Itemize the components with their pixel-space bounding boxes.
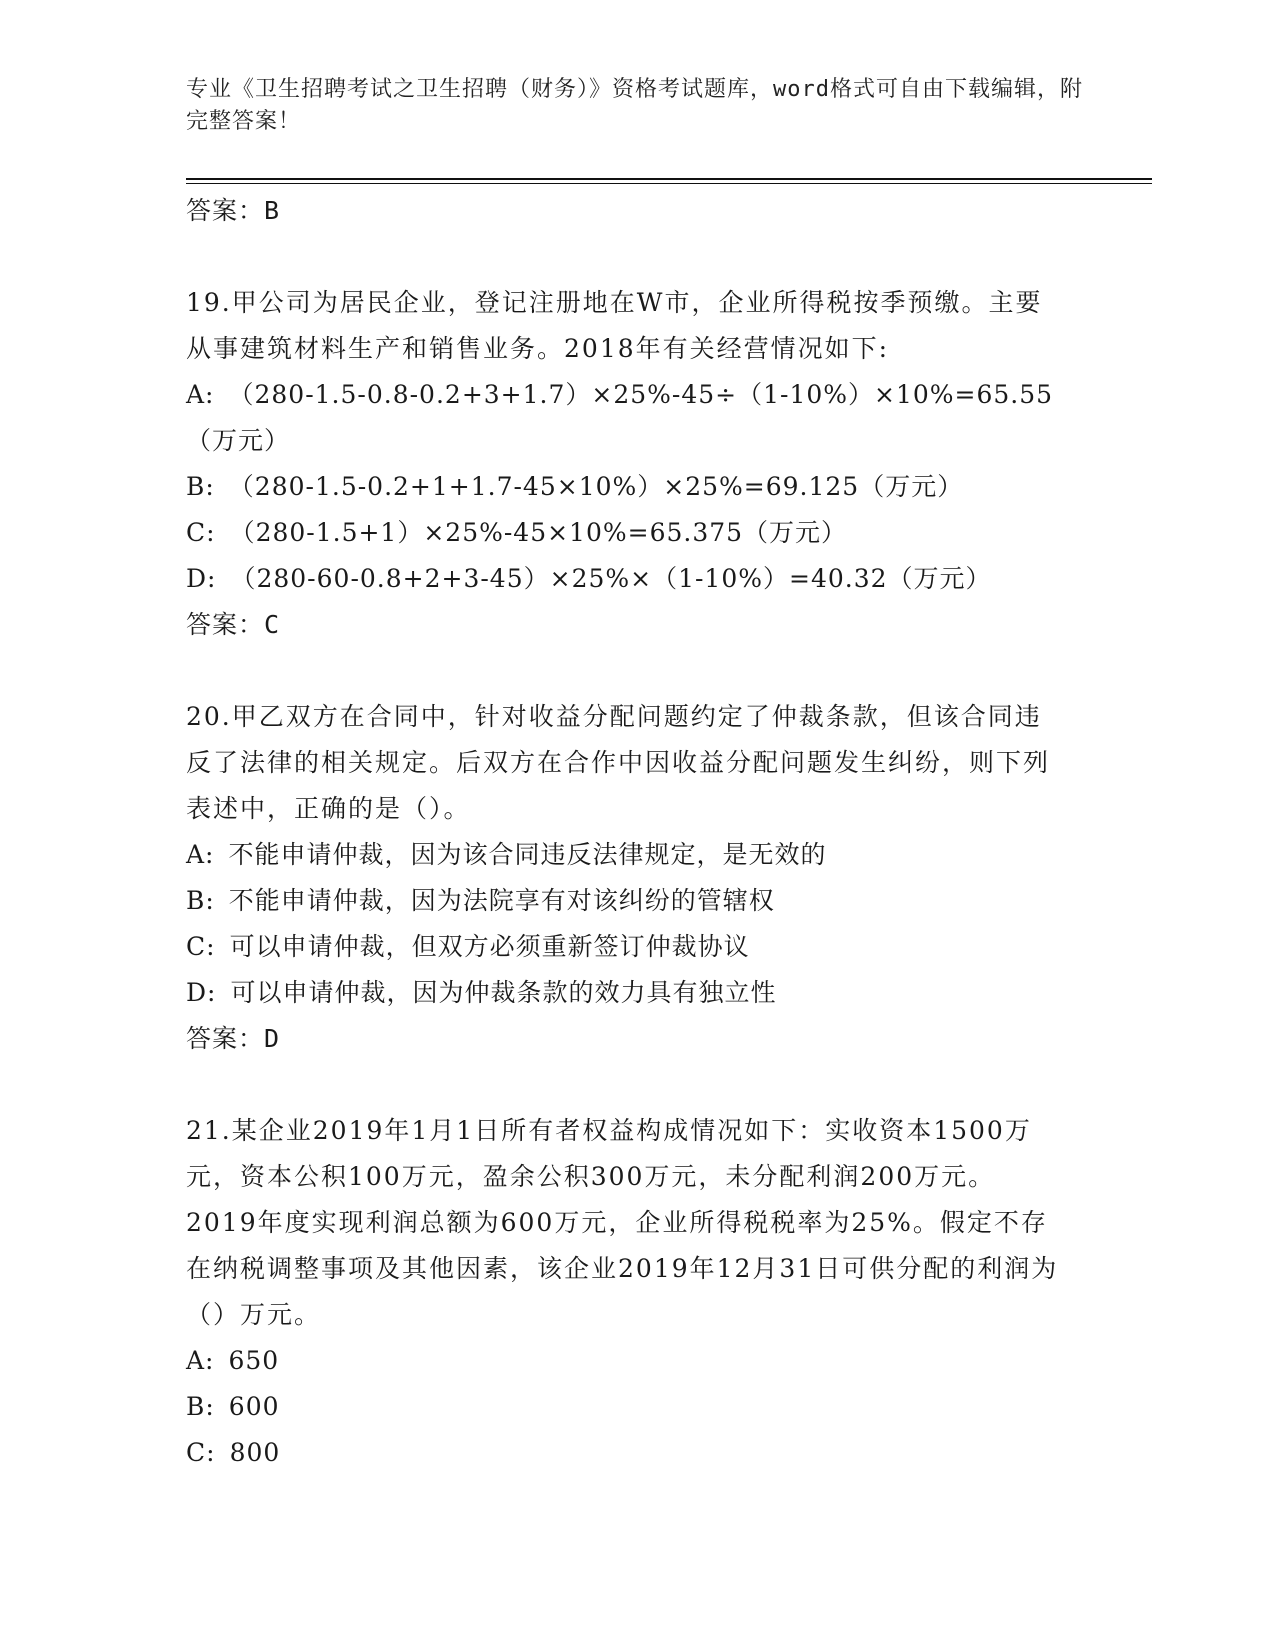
- option-text: （280-1.5+1）×25%-45×10%=65.375（万元）: [229, 518, 848, 547]
- answer-line: [186, 188, 1086, 234]
- question-21: [186, 1108, 1086, 1476]
- option-b: [186, 464, 1086, 510]
- answer-label: 答案：: [186, 1024, 265, 1053]
- option-text: （280-1.5-0.2+1+1.7-45×10%）×25%=69.125（万元）: [228, 472, 964, 501]
- spacer: [186, 234, 1086, 280]
- option-d: [186, 970, 1086, 1016]
- option-key: C:: [186, 1438, 216, 1467]
- question-20: [186, 694, 1086, 1062]
- option-a: [186, 832, 1086, 878]
- option-a: [186, 372, 1066, 464]
- question-text: 19.甲公司为居民企业，登记注册地在W市，企业所得税按季预缴。主要从事建筑材料生产和销售业务。2018年有关经营情况如下:: [186, 288, 1043, 363]
- option-text: 可以申请仲裁，但双方必须重新签订仲裁协议: [229, 932, 750, 961]
- answer-label: 答案：: [186, 610, 265, 639]
- option-c: [186, 1430, 1086, 1476]
- answer-line: [186, 1016, 1086, 1062]
- option-text: 600: [228, 1392, 280, 1421]
- document-header: 专业《卫生招聘考试之卫生招聘（财务）》资格考试题库，word格式可自由下载编辑，附完整答案！: [186, 77, 1083, 134]
- option-key: B:: [186, 886, 215, 915]
- option-text: 650: [228, 1346, 280, 1375]
- answer-value: D: [264, 1024, 281, 1053]
- answer-label: 答案：: [186, 196, 265, 225]
- option-key: B:: [186, 472, 215, 501]
- header-rule-thin: [186, 183, 1152, 184]
- option-d: [186, 556, 1086, 602]
- header-rule: [186, 178, 1152, 180]
- option-key: D:: [186, 564, 217, 593]
- question-text: 20.甲乙双方在合同中，针对收益分配问题约定了仲裁条款，但该合同违反了法律的相关规定。后双方在合作中因收益分配问题发生纠纷，则下列表述中，正确的是（）。: [186, 702, 1051, 823]
- answer-value: B: [264, 196, 281, 225]
- option-key: C:: [186, 518, 216, 547]
- option-b: [186, 1384, 1086, 1430]
- option-text: 可以申请仲裁，因为仲裁条款的效力具有独立性: [230, 978, 777, 1007]
- question-text: 21.某企业2019年1月1日所有者权益构成情况如下：实收资本1500万元，资本公积100万元，盈余公积300万元，未分配利润200万元。2019年度实现利润总额为600万元，企业所得税税率为25%。假定不存在纳税调整事项及其他因素，该企业2019年12月31日可供分配的利润为（）万元。: [186, 1116, 1059, 1329]
- option-c: [186, 510, 1086, 556]
- document-body: [186, 188, 1086, 1476]
- option-b: [186, 878, 1086, 924]
- spacer: [186, 648, 1086, 694]
- option-key: B:: [186, 1392, 215, 1421]
- question-19: [186, 280, 1086, 648]
- option-text: （280-1.5-0.8-0.2+3+1.7）×25%-45÷（1-10%）×10%=65.55（万元）: [186, 380, 1054, 455]
- option-key: D:: [186, 978, 217, 1007]
- answer-line: [186, 602, 1086, 648]
- option-text: 不能申请仲裁，因为法院享有对该纠纷的管辖权: [228, 886, 775, 915]
- spacer: [186, 1062, 1086, 1108]
- option-text: 不能申请仲裁，因为该合同违反法律规定，是无效的: [228, 840, 827, 869]
- option-key: A:: [186, 1346, 215, 1375]
- option-key: A:: [186, 380, 215, 409]
- option-key: C:: [186, 932, 216, 961]
- answer-value: C: [264, 610, 281, 639]
- option-text: 800: [229, 1438, 281, 1467]
- option-text: （280-60-0.8+2+3-45）×25%×（1-10%）=40.32（万元）: [230, 564, 992, 593]
- option-key: A:: [186, 840, 215, 869]
- option-c: [186, 924, 1086, 970]
- option-a: [186, 1338, 1086, 1384]
